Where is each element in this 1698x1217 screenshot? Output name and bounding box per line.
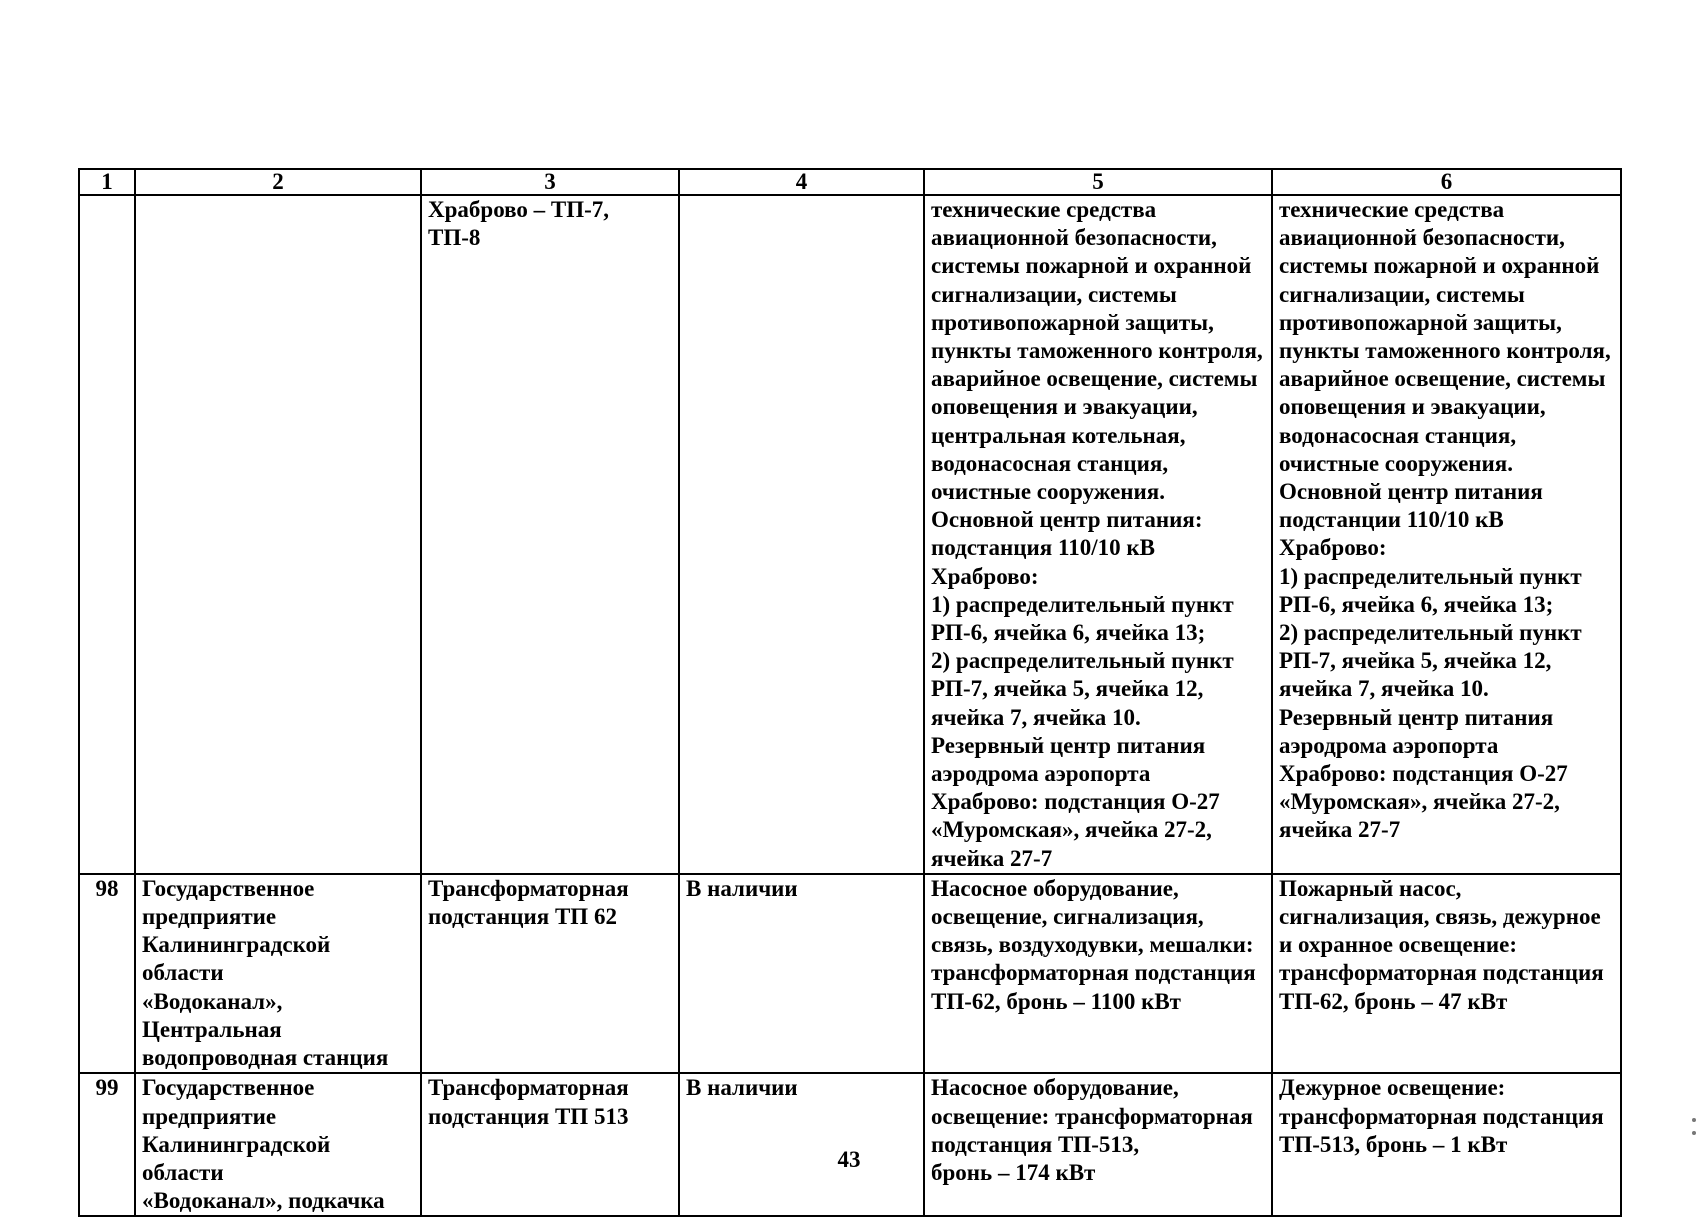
scan-artifact [1692,1118,1696,1122]
column-header: 4 [679,169,924,195]
consumers-cell: Насосное оборудование, освещение: трансформаторная подстанция ТП-513, бронь – 174 кВт [924,1073,1272,1216]
row-number-cell: 98 [79,874,135,1073]
source-cell: Трансформаторная подстанция ТП 62 [421,874,679,1073]
availability-cell: В наличии [679,1073,924,1216]
consumers-cell: технические средства авиационной безопасности, системы пожарной и охранной сигнализации, системы противопожарной защиты, пункты таможенного контроля, аварийное освещение, системы оповещения и эвакуации, центральная котельная, водонасосная станция, очистные сооружения. Основной центр питания: подстанция 110/10 кВ Храброво: 1) распределительный пункт РП-6, ячейка 6, ячейка 13; 2) распределительный пункт РП-7, ячейка 5, ячейка 12, ячейка 7, ячейка 10. Резервный центр питания аэродрома аэропорта Храброво: подстанция О-27 «Муромская», ячейка 27-2, ячейка 27-7 [924,195,1272,874]
scan-artifact [1692,1131,1696,1135]
source-cell: Храброво – ТП-7, ТП-8 [421,195,679,874]
column-header: 5 [924,169,1272,195]
column-header: 1 [79,169,135,195]
infrastructure-table [78,168,1622,1217]
column-header: 2 [135,169,421,195]
row-number-cell: 99 [79,1073,135,1216]
consumers-cell: Насосное оборудование, освещение, сигнализация, связь, воздуходувки, мешалки: трансформаторная подстанция ТП-62, бронь – 1100 кВт [924,874,1272,1073]
table-row [79,1073,1621,1216]
reserve-consumers-cell: технические средства авиационной безопасности, системы пожарной и охранной сигнализации, системы противопожарной защиты, пункты таможенного контроля, аварийное освещение, системы оповещения и эвакуации, водонасосная станция, очистные сооружения. Основной центр питания подстанции 110/10 кВ Храброво: 1) распределительный пункт РП-6, ячейка 6, ячейка 13; 2) распределительный пункт РП-7, ячейка 5, ячейка 12, ячейка 7, ячейка 10. Резервный центр питания аэродрома аэропорта Храброво: подстанция О-27 «Муромская», ячейка 27-2, ячейка 27-7 [1272,195,1621,874]
table-row [79,874,1621,1073]
table-header-row [79,169,1621,195]
column-header: 3 [421,169,679,195]
column-header: 6 [1272,169,1621,195]
row-number-cell [79,195,135,874]
reserve-consumers-cell: Пожарный насос, сигнализация, связь, дежурное и охранное освещение: трансформаторная подстанция ТП-62, бронь – 47 кВт [1272,874,1621,1073]
reserve-consumers-cell: Дежурное освещение: трансформаторная подстанция ТП-513, бронь – 1 кВт [1272,1073,1621,1216]
organization-cell: Государственное предприятие Калининградской области «Водоканал», Центральная водопроводная станция [135,874,421,1073]
source-cell: Трансформаторная подстанция ТП 513 [421,1073,679,1216]
organization-cell [135,195,421,874]
table-row [79,195,1621,874]
availability-cell: В наличии [679,874,924,1073]
availability-cell [679,195,924,874]
page-number: 43 [837,1147,861,1172]
organization-cell: Государственное предприятие Калининградской области «Водоканал», подкачка [135,1073,421,1216]
